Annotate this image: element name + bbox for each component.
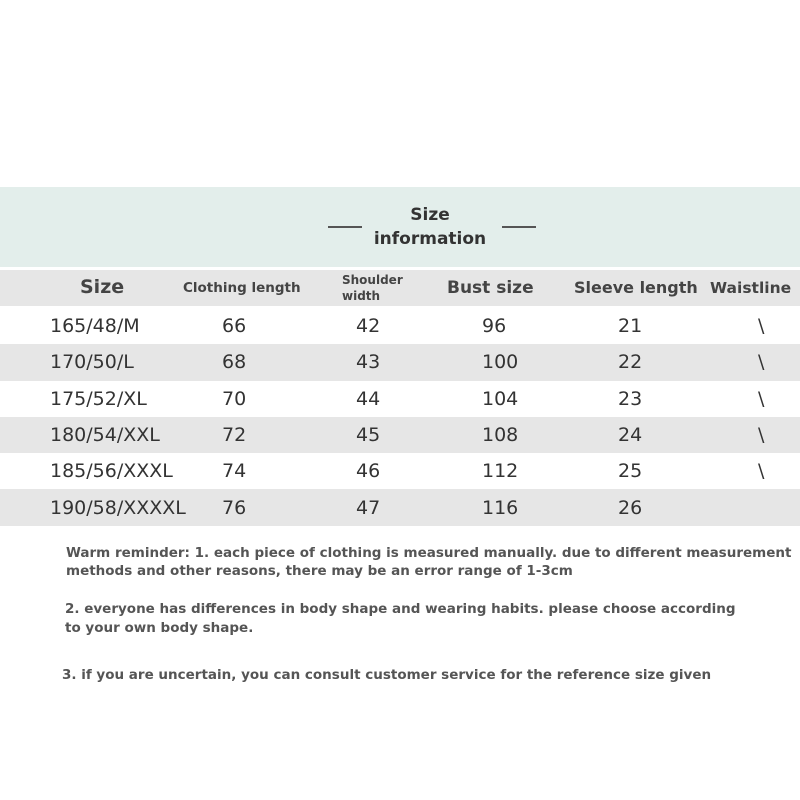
cell-clothing-length: 76: [222, 496, 247, 519]
cell-bust-size: 116: [482, 496, 519, 519]
title-line-2: information: [373, 229, 487, 249]
cell-bust-size: 100: [482, 351, 519, 374]
cell-size: 190/58/XXXXL: [50, 496, 186, 519]
shoulder-header-line-1: Shoulder: [342, 273, 403, 287]
note-3: 3. if you are uncertain, you can consult customer service for the reference size given: [62, 667, 712, 683]
cell-shoulder-width: 45: [356, 424, 381, 447]
shoulder-header-line-2: width: [342, 289, 381, 303]
cell-sleeve-length: 22: [618, 351, 643, 374]
cell-sleeve-length: 26: [618, 496, 643, 519]
cell-size: 165/48/M: [50, 315, 140, 338]
table-row: [0, 453, 800, 489]
cell-size: 175/52/XL: [50, 387, 147, 410]
cell-size: 180/54/XXL: [50, 424, 160, 447]
page-title: [360, 203, 500, 251]
table-row: [0, 344, 800, 380]
cell-bust-size: 104: [482, 387, 519, 410]
cell-clothing-length: 74: [222, 460, 247, 483]
cell-shoulder-width: 46: [356, 460, 381, 483]
header-left-dash: [328, 226, 362, 228]
cell-clothing-length: 72: [222, 424, 247, 447]
cell-bust-size: 96: [482, 315, 507, 338]
cell-sleeve-length: 24: [618, 424, 643, 447]
cell-waistline: \: [758, 387, 765, 410]
column-header-size: Size: [80, 276, 125, 298]
cell-bust-size: 108: [482, 424, 519, 447]
table-row: [0, 308, 800, 344]
note-2-line-1: 2. everyone has differences in body shape and wearing habits. please choose according: [65, 601, 736, 617]
cell-sleeve-length: 25: [618, 460, 643, 483]
cell-waistline: \: [758, 315, 765, 338]
cell-clothing-length: 68: [222, 351, 247, 374]
title-line-1: Size: [410, 205, 450, 225]
size-table-body: [0, 308, 800, 526]
header-right-dash: [502, 226, 536, 228]
column-header-clothing-length: Clothing length: [183, 280, 301, 296]
table-row: [0, 417, 800, 453]
note-reminder-line-1: Warm reminder: 1. each piece of clothing is measured manually. due to different measurement: [66, 545, 792, 561]
cell-size: 185/56/XXXL: [50, 460, 173, 483]
note-2-line-2: to your own body shape.: [65, 620, 254, 636]
cell-clothing-length: 66: [222, 315, 247, 338]
note-reminder-line-2: methods and other reasons, there may be an error range of 1-3cm: [66, 563, 573, 579]
cell-bust-size: 112: [482, 460, 519, 483]
cell-waistline: \: [758, 351, 765, 374]
cell-waistline: \: [758, 460, 765, 483]
cell-sleeve-length: 23: [618, 387, 643, 410]
cell-shoulder-width: 44: [356, 387, 381, 410]
cell-size: 170/50/L: [50, 351, 134, 374]
table-row: [0, 489, 800, 525]
cell-waistline: \: [758, 424, 765, 447]
table-header-row: [0, 270, 800, 306]
column-header-sleeve-length: Sleeve length: [574, 278, 698, 297]
cell-sleeve-length: 21: [618, 315, 643, 338]
cell-shoulder-width: 47: [356, 496, 381, 519]
cell-shoulder-width: 43: [356, 351, 381, 374]
column-header-shoulder-width: [342, 272, 403, 304]
cell-clothing-length: 70: [222, 387, 247, 410]
column-header-bust-size: Bust size: [447, 278, 534, 298]
column-header-waistline: Waistline: [710, 279, 792, 297]
table-row: [0, 381, 800, 417]
cell-shoulder-width: 42: [356, 315, 381, 338]
